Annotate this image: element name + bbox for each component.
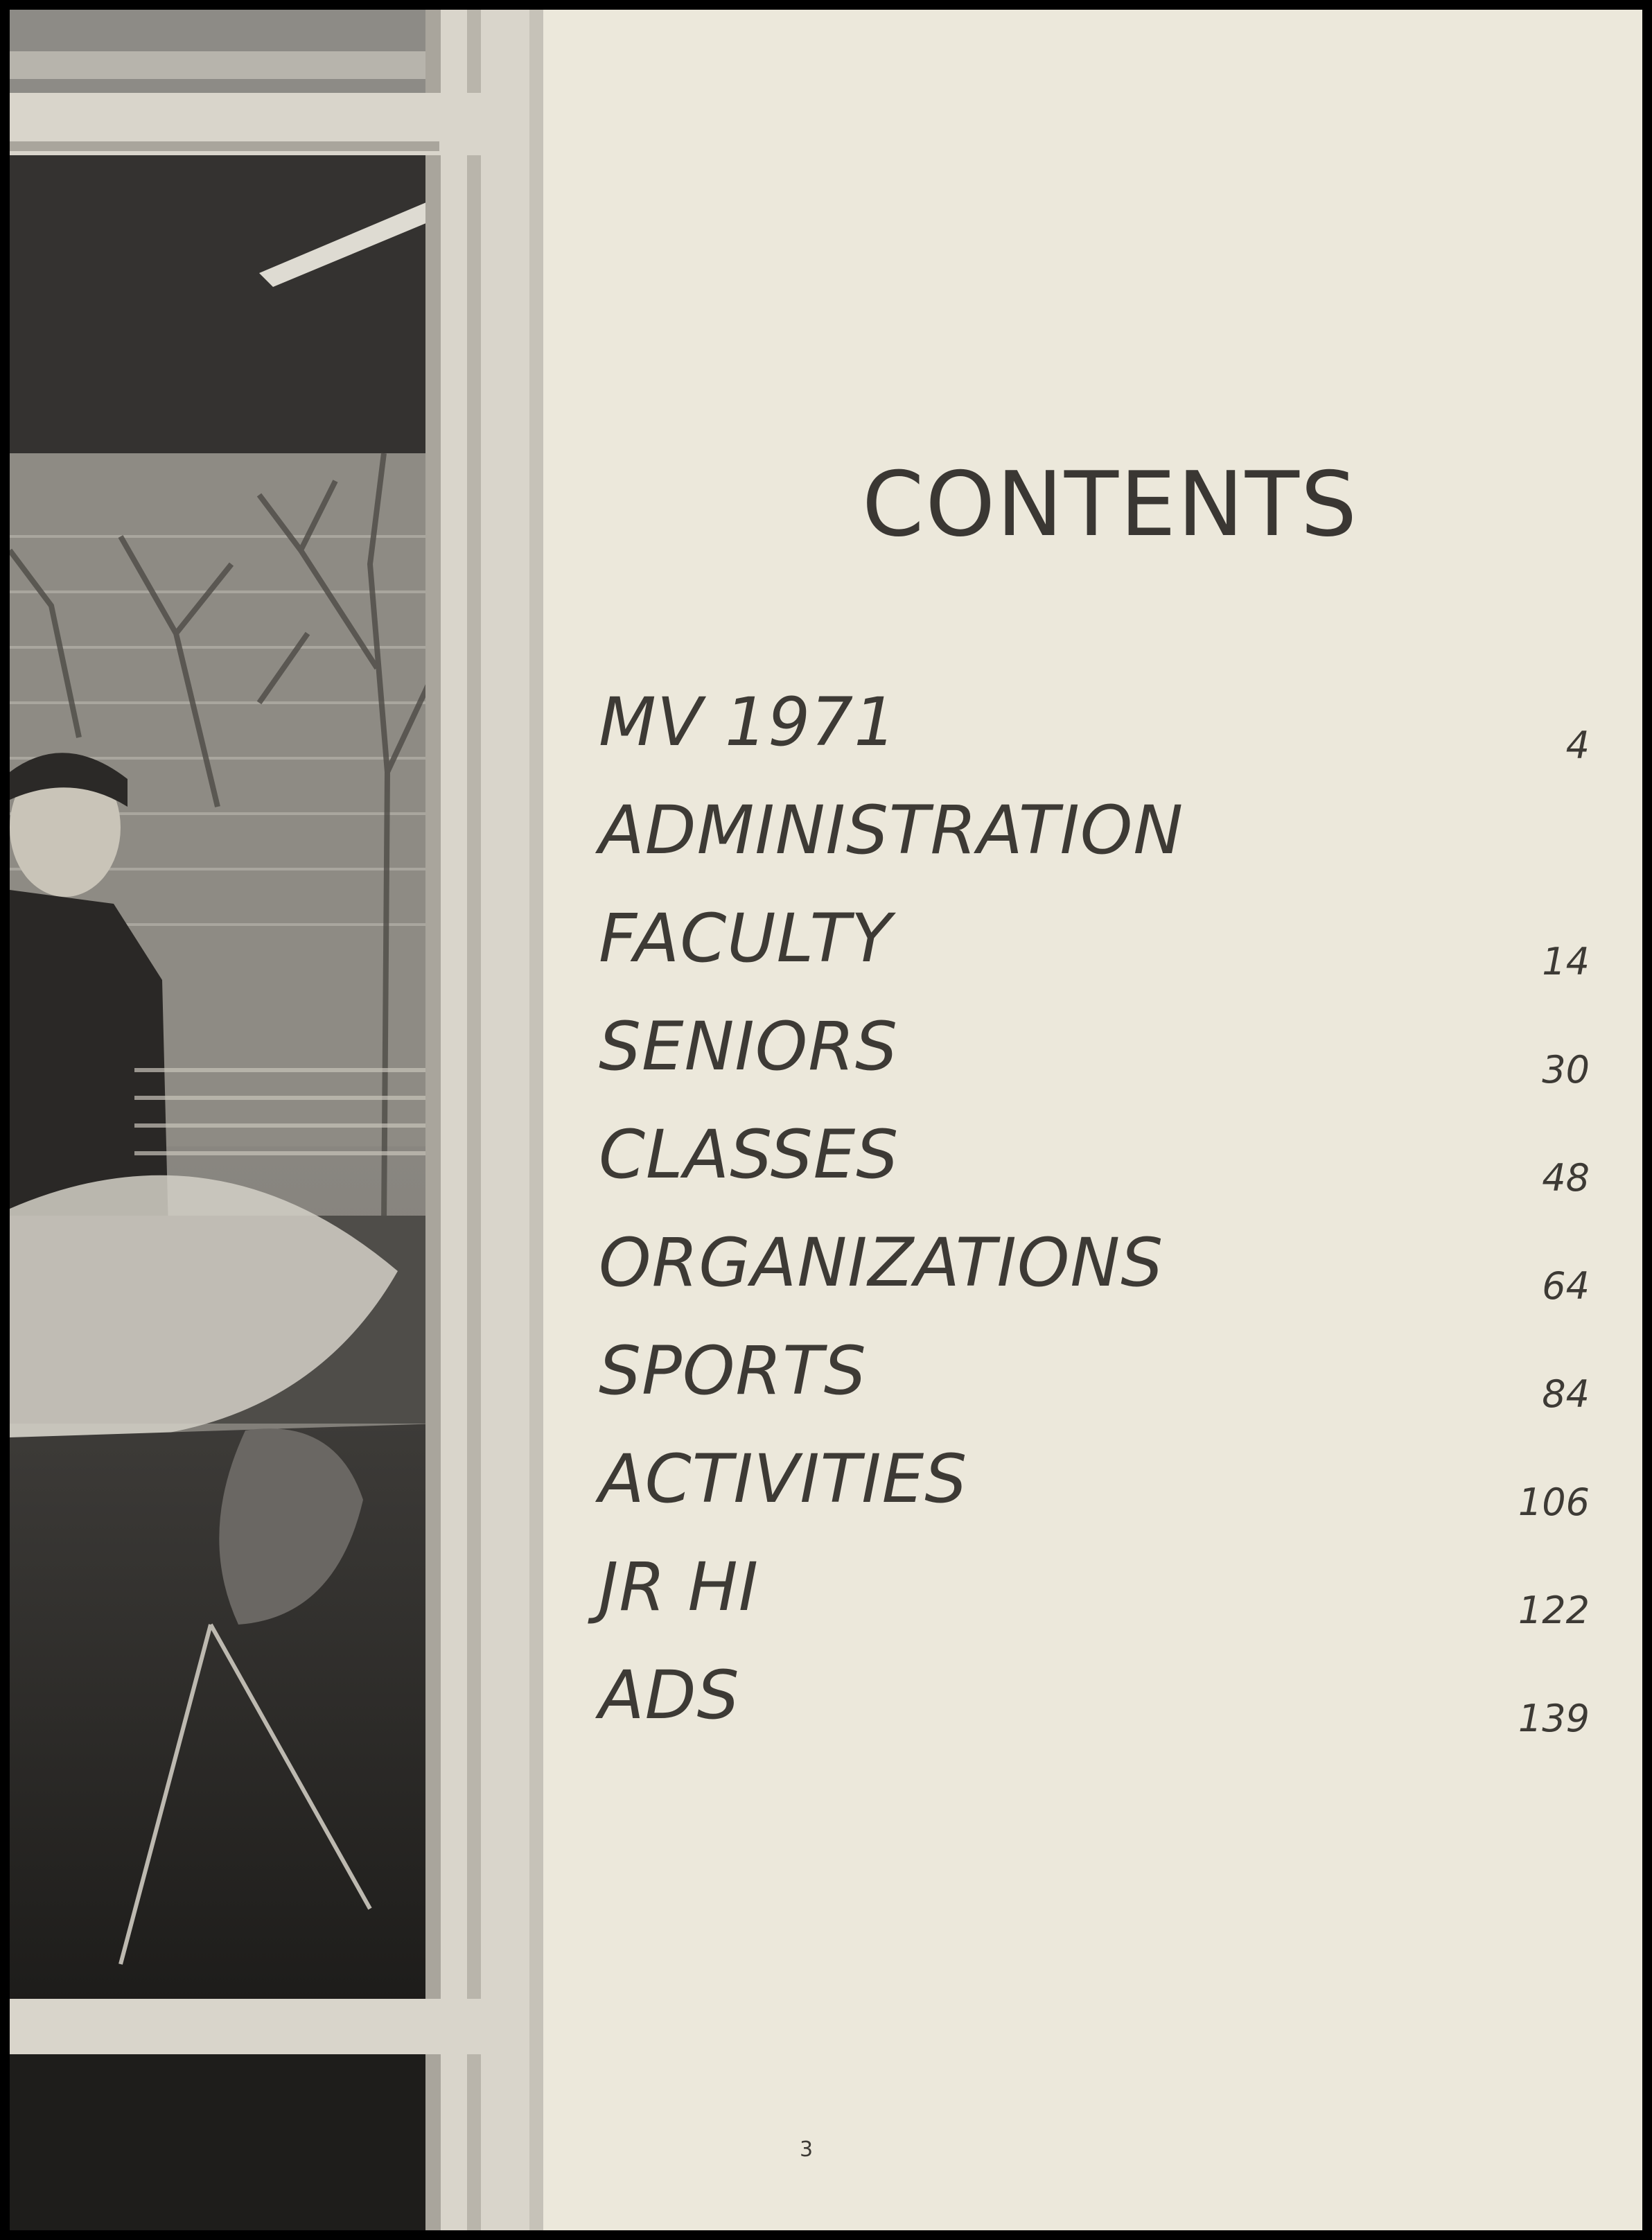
toc-section-label: SPORTS: [599, 1332, 867, 1410]
toc-section-label: ADMINISTRATION: [599, 791, 1184, 869]
window-photograph: [10, 10, 543, 2230]
toc-entry[interactable]: [599, 1324, 1590, 1432]
toc-section-label: ADS: [599, 1656, 740, 1734]
toc-section-label: SENIORS: [599, 1008, 898, 1085]
toc-section-label: MV 1971: [599, 683, 897, 761]
toc-entry[interactable]: [599, 1432, 1590, 1540]
toc-page-number: 122: [1518, 1589, 1590, 1632]
toc-entry[interactable]: [599, 1540, 1590, 1648]
toc-entry[interactable]: [599, 999, 1590, 1108]
yearbook-page: [10, 10, 1642, 2230]
toc-entry[interactable]: [599, 1216, 1590, 1324]
toc-page-number: 106: [1518, 1480, 1590, 1524]
toc-section-label: ORGANIZATIONS: [599, 1224, 1164, 1302]
toc-page-number: 14: [1542, 940, 1590, 983]
contents-title: CONTENTS: [862, 453, 1359, 557]
toc-entry[interactable]: [599, 783, 1590, 891]
toc-entry[interactable]: [599, 1648, 1590, 1756]
toc-section-label: ACTIVITIES: [599, 1440, 968, 1518]
toc-page-number: 84: [1542, 1372, 1590, 1416]
toc-page-number: 48: [1542, 1156, 1590, 1200]
page-number: 3: [800, 2137, 814, 2162]
window-photo-image: [10, 10, 543, 2230]
toc-entry[interactable]: [599, 1108, 1590, 1216]
toc-page-number: 4: [1565, 724, 1590, 767]
toc-page-number: 64: [1542, 1264, 1590, 1308]
toc-page-number: 30: [1542, 1048, 1590, 1092]
toc-section-label: FACULTY: [599, 900, 893, 977]
toc-section-label: JR HI: [599, 1548, 759, 1626]
toc-page-number: 139: [1518, 1697, 1590, 1740]
toc-section-label: CLASSES: [599, 1116, 899, 1193]
toc-entry[interactable]: [599, 675, 1590, 783]
toc-entry[interactable]: [599, 891, 1590, 999]
table-of-contents: [599, 675, 1590, 1756]
